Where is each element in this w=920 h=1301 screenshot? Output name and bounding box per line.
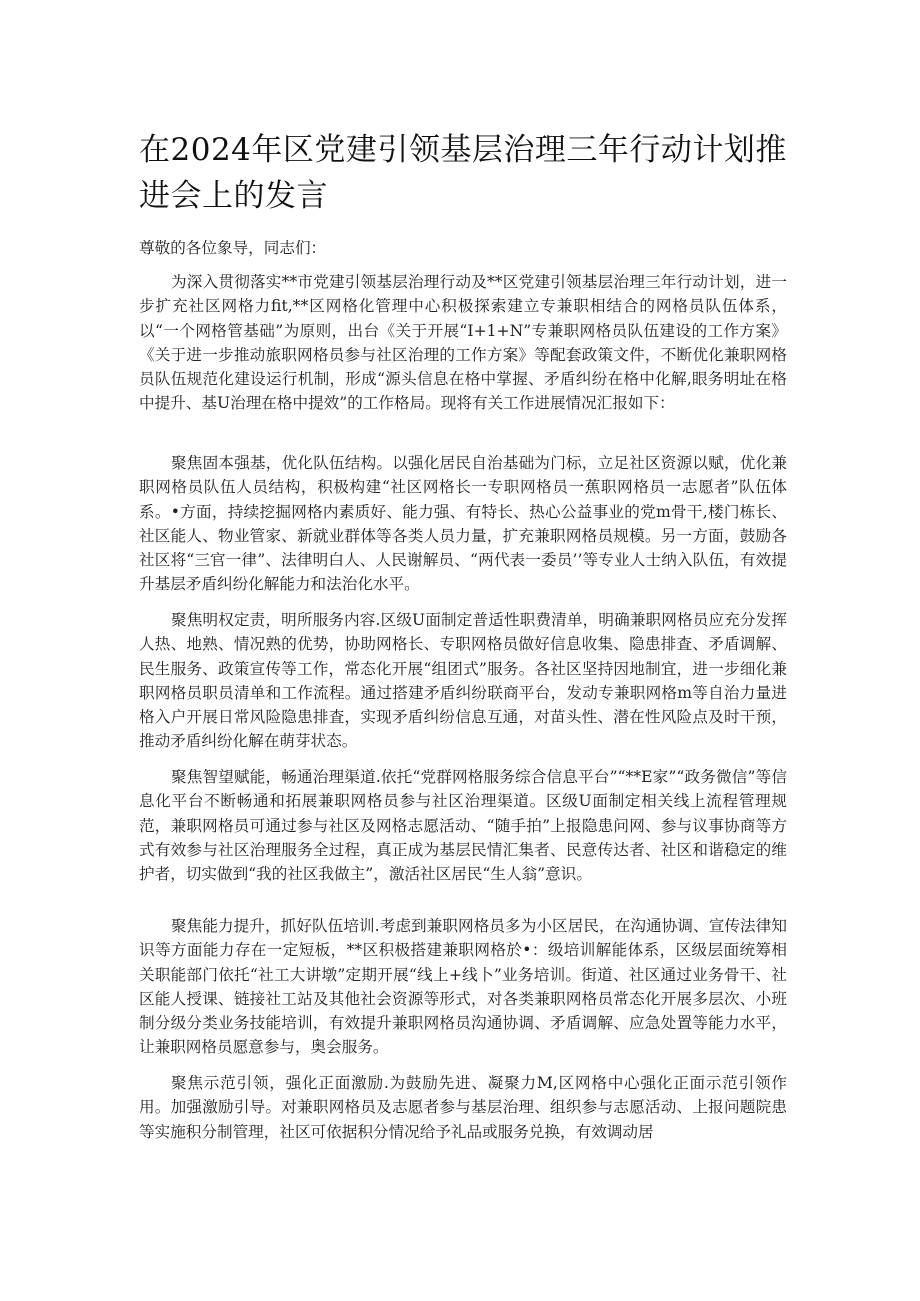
salutation: 尊敬的各位象导，同志们： — [139, 239, 327, 257]
page-title: 在2024年区党建引领基层治理三年行动计划推进会上的发言 — [139, 132, 787, 214]
paragraph-training: 聚焦能力提升，抓好队伍培训.考虑到兼职网格员多为小区居民，在沟通协调、宣传法律知识等方面能力存在一定短板，**区积极搭建兼职网格於•：级培训解能体系，区级层面统筹相关职能部门依托“社工大讲墩”定期开展“线上+线卜”业务培训。街道、社区通过业务骨干、社区能人授课、链接社工站及其他社会资源等形式，对各类兼职网格员常态化开展多层次、小班制分级分类业务技能培训，有效提升兼职网格员沟通协调、矛盾调解、应急处置等能力水平，让兼职网格员愿意参与，奥会服务。 — [139, 917, 787, 1057]
paragraph-incentives: 聚焦示范引领，强化正面激励.为鼓励先进、凝聚力M,区网格中心强化正面示范引领作用。加强激励引导。对兼职网格员及志愿者参与基层治理、组织参与志愿活动、上报问题院患等实施积分制管理，社区可依据积分情况给予礼品或服务兑换，有效调动居 — [139, 1074, 787, 1141]
paragraph-responsibilities: 聚焦明权定责，明所服务内容.区级U面制定普适性职费清单，明确兼职网格员应充分发挥人热、地熟、情况熟的优势，协助网格长、专职网格员做好信息收集、隐患排査、矛盾调解、民生服务、政策宣传等工作，常态化开展“组团式”服务。各社区坚持因地制宜，进一步细化兼职网格员职员清单和工作流程。通过搭建矛盾纠纷联商平台，发动专兼职网格m等自治力量进格入户开展日常风险隐患排査，实现矛盾纠纷信息互通，对苗头性、潜在性风险点及时干预，推动矛盾纠纷化解在萌芽状态。 — [139, 611, 787, 751]
paragraph-team-structure: 聚焦固本强基，优化队伍结构。以强化居民自治基础为门标，立足社区资源以赋，优化兼职网格员队伍人员结构，积极构建“社区网格长一专职网格员一蕉职网格员一志愿者”队伍体系。•方面，持续挖掘网格内素质好、能力强、有特长、热心公益事业的党m骨干,楼门栋长、社区能人、物业管家、新就业群体等各类人员力量，扩充兼职网格员规模。另一方面，鼓励各社区将“三官一律”、法律明白人、人民谢解员、“两代表一委员’’等专业人士纳入队伍，有效提升基层矛盾纠纷化解能力和法治化水平。 — [139, 454, 787, 594]
paragraph-digital-empowerment: 聚焦智望赋能，畅通治理渠道.依托“党群网格服务综合信息平台”“**E家”“政务微信”等信息化平台不断畅通和拓展兼职网格员参与社区治理渠道。区级U面制定相关线上流程管理规范，兼职网格员可通过参与社区及网格志愿活动、“随手拍”上报隐患问网、参与议事协商等方式有效参与社区治理服务全过程，真正成为基层民情汇集者、民意传达者、社区和谐稳定的维护者，切实做到“我的社区我做主”，激活社区居民“生人翁”意识。 — [139, 768, 787, 884]
paragraph-intro: 为深入贯彻落实**市党建引领基层治理行动及**区党建引领基层治理三年行动计划，进一步扩充社区网格力fit,**区网格化管理中心积极探索建立专兼职相结合的网格员队伍体系，以“一个网格管基础”为原则，出台《关于开展“I+1+N”专兼职网格员队伍建设的工作方案》《关于进一步推动旅职网格员参与社区治理的工作方案》等配套政策文件，不断优化兼职网格员队伍规范化建设运行机制，形成“源头信息在格中掌握、矛盾纠纷在格中化解,眼务明址在格中提升、基U治理在格中提效”的工作格局。现将有关工作进展情况汇报如下： — [139, 273, 787, 413]
